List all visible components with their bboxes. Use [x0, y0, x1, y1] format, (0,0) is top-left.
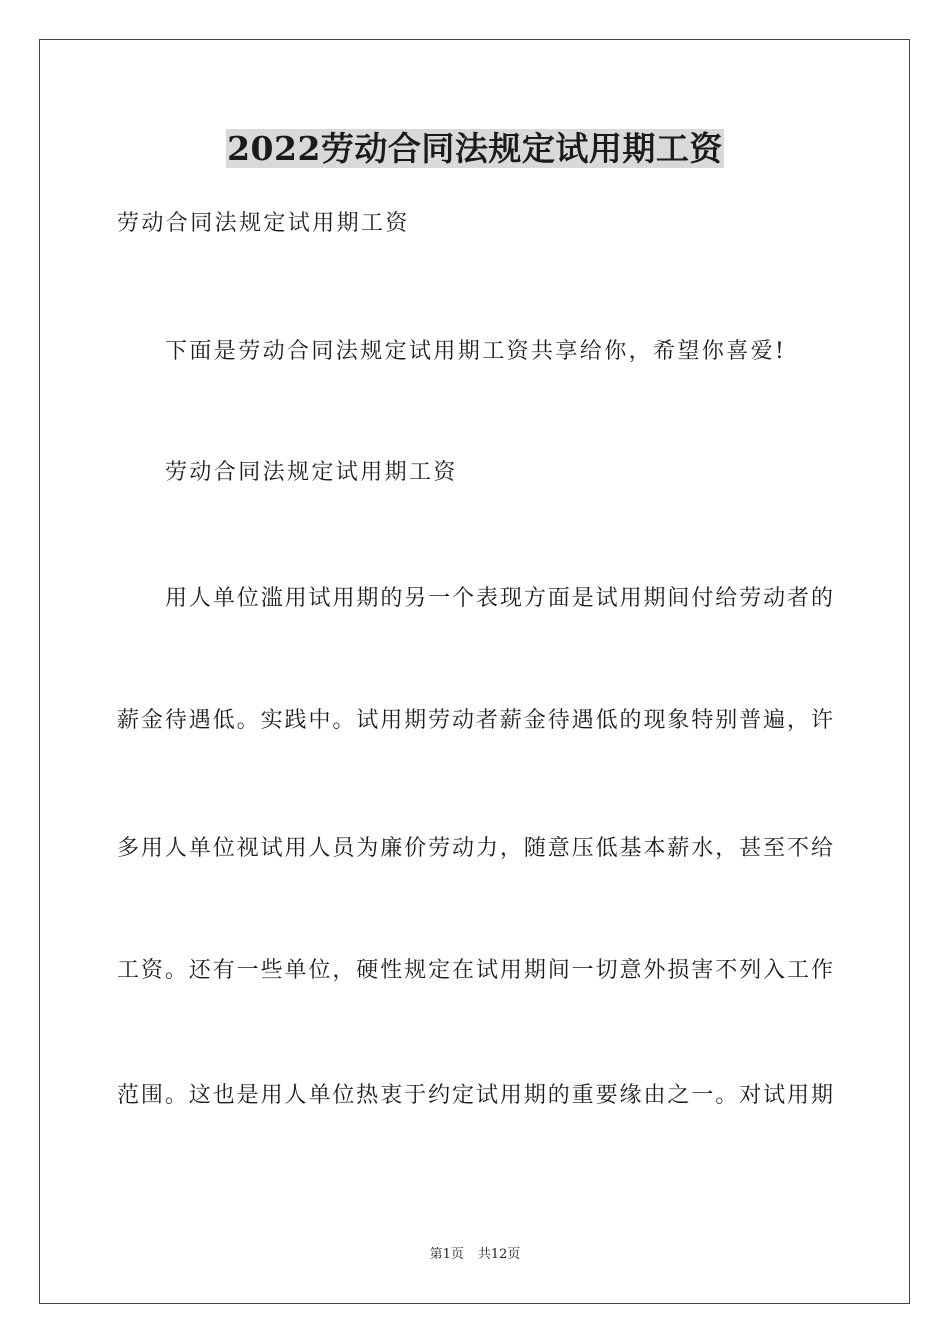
paragraph-body-line: 多用人单位视试用人员为廉价劳动力，随意压低基本薪水，甚至不给: [117, 836, 833, 861]
paragraph-body-line: 范围。这也是用人单位热衷于约定试用期的重要缘由之一。对试用期: [117, 1083, 833, 1108]
paragraph-heading: 劳动合同法规定试用期工资: [165, 460, 458, 485]
page-total: 共12页: [477, 1247, 521, 1262]
paragraph-intro: 下面是劳动合同法规定试用期工资共享给你，希望你喜爱!: [165, 339, 787, 364]
paragraph-body-line: 工资。还有一些单位，硬性规定在试用期间一切意外损害不列入工作: [117, 958, 833, 983]
paragraph-subtitle: 劳动合同法规定试用期工资: [117, 211, 410, 236]
page-footer: [0, 1246, 950, 1264]
document-title: [0, 127, 950, 171]
paragraph-body-line: 用人单位滥用试用期的另一个表现方面是试用期间付给劳动者的: [165, 586, 833, 611]
paragraph-body-line: 薪金待遇低。实践中。试用期劳动者薪金待遇低的现象特别普遍，许: [117, 708, 833, 733]
page-number: 第1页: [429, 1247, 464, 1262]
document-title-text: 2022劳动合同法规定试用期工资: [227, 129, 723, 168]
